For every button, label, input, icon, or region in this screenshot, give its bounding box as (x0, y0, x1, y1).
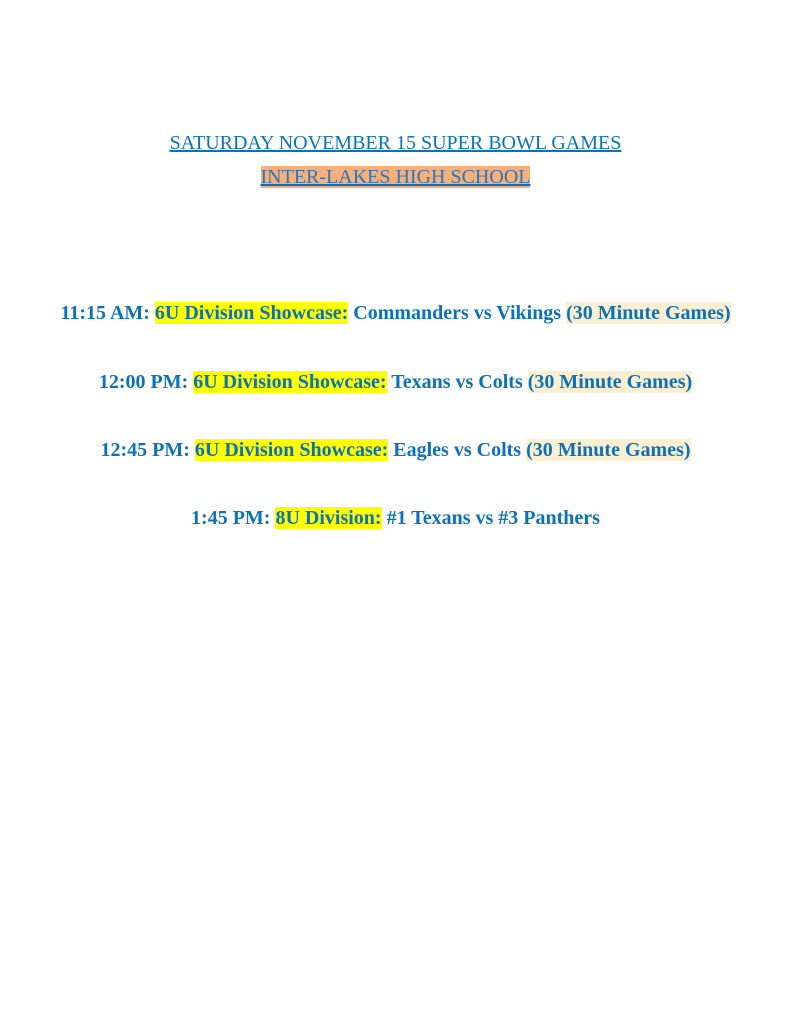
game-entry (0, 370, 791, 394)
game-time: 1:45 PM: (191, 507, 271, 529)
game-time: 11:15 AM: (60, 302, 150, 324)
game-division: 6U Division Showcase: (193, 371, 387, 393)
game-entry (0, 438, 791, 462)
game-time: 12:45 PM: (100, 439, 190, 461)
school-name-line (0, 165, 791, 189)
school-name: INTER-LAKES HIGH SCHOOL (260, 166, 531, 188)
page-title: SATURDAY NOVEMBER 15 SUPER BOWL GAMES (169, 132, 622, 154)
game-entry (0, 506, 791, 530)
game-division: 6U Division Showcase: (154, 302, 349, 324)
game-division: 6U Division Showcase: (194, 439, 389, 461)
game-time: 12:00 PM: (98, 371, 189, 393)
game-division: 8U Division: (275, 507, 382, 529)
game-duration: (30 Minute Games) (566, 302, 731, 324)
game-duration: (30 Minute Games) (526, 439, 691, 461)
game-matchup: Commanders vs Vikings (353, 302, 562, 324)
game-duration: (30 Minute Games) (527, 371, 693, 393)
game-matchup: #1 Texans vs #3 Panthers (386, 507, 600, 529)
game-matchup: Texans vs Colts (391, 371, 523, 393)
game-matchup: Eagles vs Colts (393, 439, 522, 461)
game-entry (0, 301, 791, 325)
